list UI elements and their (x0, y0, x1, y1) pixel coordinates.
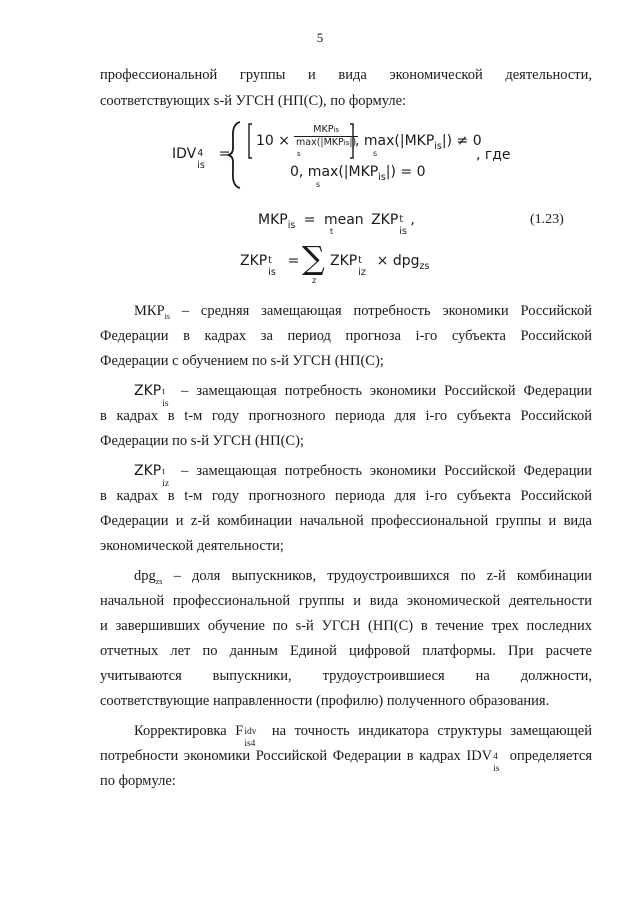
def-zkp-iz-line-3: Федерации и z-й комбинации начальной профессиональной группы и вида (100, 513, 592, 529)
correction-line-2: потребности экономики Российской Федерации в кадрах IDV 4 is определяется (100, 748, 592, 774)
def-mkp-line-2: Федерации в кадрах за период прогноза i-го субъекта Российской (100, 328, 592, 344)
formula-mkp: $MKP_{is}$ = mean ZKP t is , (258, 212, 415, 237)
intro-word: и (308, 67, 316, 83)
def-zkp-iz-line-2: в кадрах в t-м году прогнозного периода для i-го субъекта Российской (100, 488, 592, 504)
formula-zkp-rhs: ZKP t iz × dpg$_{zs}$ (330, 253, 430, 278)
def-mkp-line-3: Федерации с обучением по s-й УГСН (НП(С); (100, 353, 384, 369)
intro-word: вида (338, 67, 367, 83)
mkp-op-sub: t (330, 227, 334, 236)
equation-number: (1.23) (530, 212, 564, 227)
correction-line-3: по формуле: (100, 773, 176, 789)
def-zkp-iz-line-4: экономической деятельности; (100, 538, 284, 554)
def-zkp-is-line-3: Федерации по s-й УГСН (НП(С); (100, 433, 304, 449)
def-mkp-line-1: $МКР_{is}$ – средняя замещающая потребность экономики Российской (134, 303, 592, 321)
def-dpg-line-6: соответствующие направленности (профилю) полученного образования. (100, 693, 550, 709)
intro-line-1 (100, 66, 592, 84)
case2-max-sub: s (316, 180, 321, 189)
def-dpg-line-1: dpg$_{zs}$ – доля выпускников, трудоустроившихся по z-й комбинации (134, 568, 592, 586)
frac-den-max-sub: s (297, 150, 301, 158)
formula-case1-fraction: $\frac{\text{MKPis}}{\text{max(|MKPis|)}}$ (296, 124, 357, 148)
formula-case2: 0, $\max(|MKP_{is}|) = 0$ (290, 164, 426, 183)
intro-line-2: соответствующих s-й УГСН (НП(С), по формуле: (100, 93, 407, 109)
page-number: 5 (316, 30, 324, 45)
def-zkp-iz-line-1: ZKP t iz – замещающая потребность экономики Российской Федерации (134, 463, 592, 489)
def-dpg-line-5: учитываются выпускники, трудоустроившиеся на должности, (100, 668, 592, 684)
formula-zkp-lhs: ZKP t is = (240, 253, 300, 278)
correction-line-1: Корректировка F idv is4 на точность индикатора структуры замещающей (134, 723, 592, 749)
intro-word: экономической (389, 67, 483, 83)
def-zkp-is-line-1: ZKP t is – замещающая потребность экономики Российской Федерации (134, 383, 592, 409)
def-dpg-line-4: отчетных лет по данным Единой цифровой платформы. При расчете (100, 643, 592, 659)
def-zkp-is-line-2: в кадрах в t-м году прогнозного периода для i-го субъекта Российской (100, 408, 592, 424)
def-dpg-line-2: начальной профессиональной группы и вида экономической деятельности (100, 593, 592, 609)
sum-sub: z (312, 276, 317, 285)
intro-word: профессиональной (100, 67, 218, 83)
sum-symbol: ∑ (302, 239, 325, 277)
intro-word: деятельности, (505, 67, 592, 83)
case1-max-sub: s (373, 149, 378, 158)
formula-where: , где (476, 147, 511, 163)
left-brace-icon (226, 120, 242, 190)
intro-word: группы (239, 67, 286, 83)
formula-case1-condition: , $\max(|MKP_{is}|) \ne 0$ (355, 133, 482, 152)
def-dpg-line-3: и завершивших обучение по s-й УГСН (НП(С) в течение трех последних (100, 618, 592, 634)
formula-idv-lhs: IDV 4 is = (172, 146, 231, 171)
formula-case1-prefix: 10 × (256, 133, 290, 149)
